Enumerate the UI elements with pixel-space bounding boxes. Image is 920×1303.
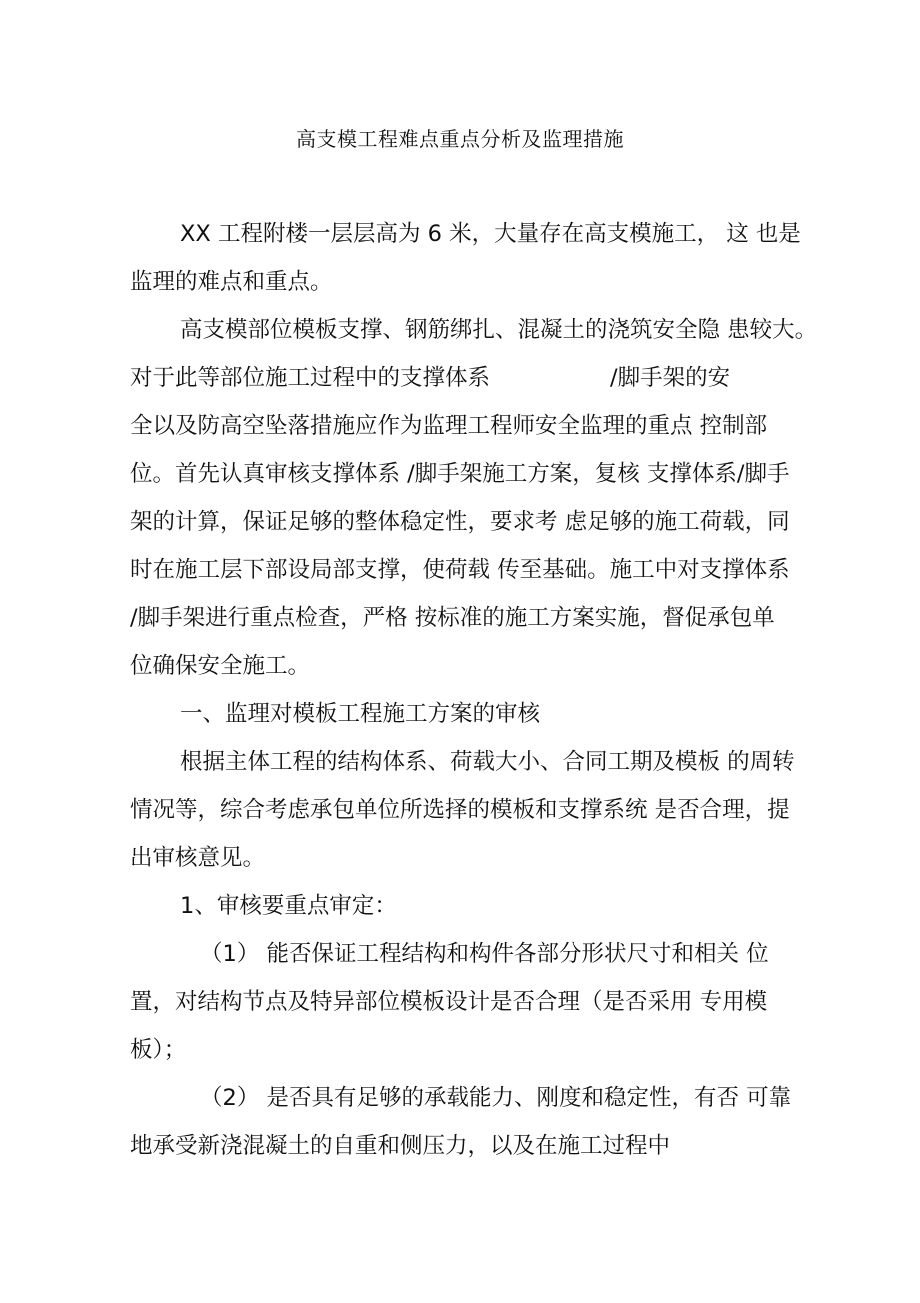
paragraph-line: （1） 能否保证工程结构和构件各部分形状尺寸和相关 位 bbox=[200, 941, 769, 967]
paragraph-line: 架的计算，保证足够的整体稳定性，要求考 虑足够的施工荷载，同 bbox=[130, 509, 790, 535]
paragraph-line: 对于此等部位施工过程中的支撑体系 bbox=[130, 365, 491, 391]
paragraph-line: /脚手架进行重点检查，严格 按标准的施工方案实施，督促承包单 bbox=[130, 605, 775, 631]
paragraph-line: 出审核意见。 bbox=[130, 845, 266, 871]
paragraph-line: 高支模部位模板支撑、钢筋绑扎、混凝土的浇筑安全隐 患较大。 bbox=[180, 317, 818, 343]
section-heading: 一、监理对模板工程施工方案的审核 bbox=[180, 701, 541, 727]
paragraph-line: 情况等，综合考虑承包单位所选择的模板和支撑系统 是否合理，提 bbox=[130, 797, 790, 823]
document-title: 高支模工程难点重点分析及监理措施 bbox=[296, 127, 624, 151]
paragraph-line: 全以及防高空坠落措施应作为监理工程师安全监理的重点 控制部 bbox=[130, 413, 768, 439]
subsection-heading: 1、审核要重点审定： bbox=[180, 893, 397, 919]
paragraph-line: 位。首先认真审核支撑体系 /脚手架施工方案，复核 支撑体系/脚手 bbox=[130, 461, 790, 487]
paragraph-line: XX 工程附楼一层层高为 6 米，大量存在高支模施工， 这 也是 bbox=[180, 221, 801, 247]
paragraph-line: 地承受新浇混凝土的自重和侧压力，以及在施工过程中 bbox=[130, 1133, 671, 1159]
paragraph-line: 置，对结构节点及特异部位模板设计是否合理（是否采用 专用模 bbox=[130, 989, 768, 1015]
paragraph-line: 监理的难点和重点。 bbox=[130, 269, 333, 295]
paragraph-line: （2） 是否具有足够的承载能力、刚度和稳定性，有否 可靠 bbox=[200, 1085, 792, 1111]
paragraph-line: 时在施工层下部设局部支撑，使荷载 传至基础。施工中对支撑体系 bbox=[130, 557, 790, 583]
paragraph-line: 板）； bbox=[130, 1037, 187, 1063]
paragraph-line: /脚手架的安 bbox=[610, 365, 731, 391]
paragraph-line: 根据主体工程的结构体系、荷载大小、合同工期及模板 的周转 bbox=[180, 749, 795, 775]
paragraph-line: 位确保安全施工。 bbox=[130, 653, 311, 679]
